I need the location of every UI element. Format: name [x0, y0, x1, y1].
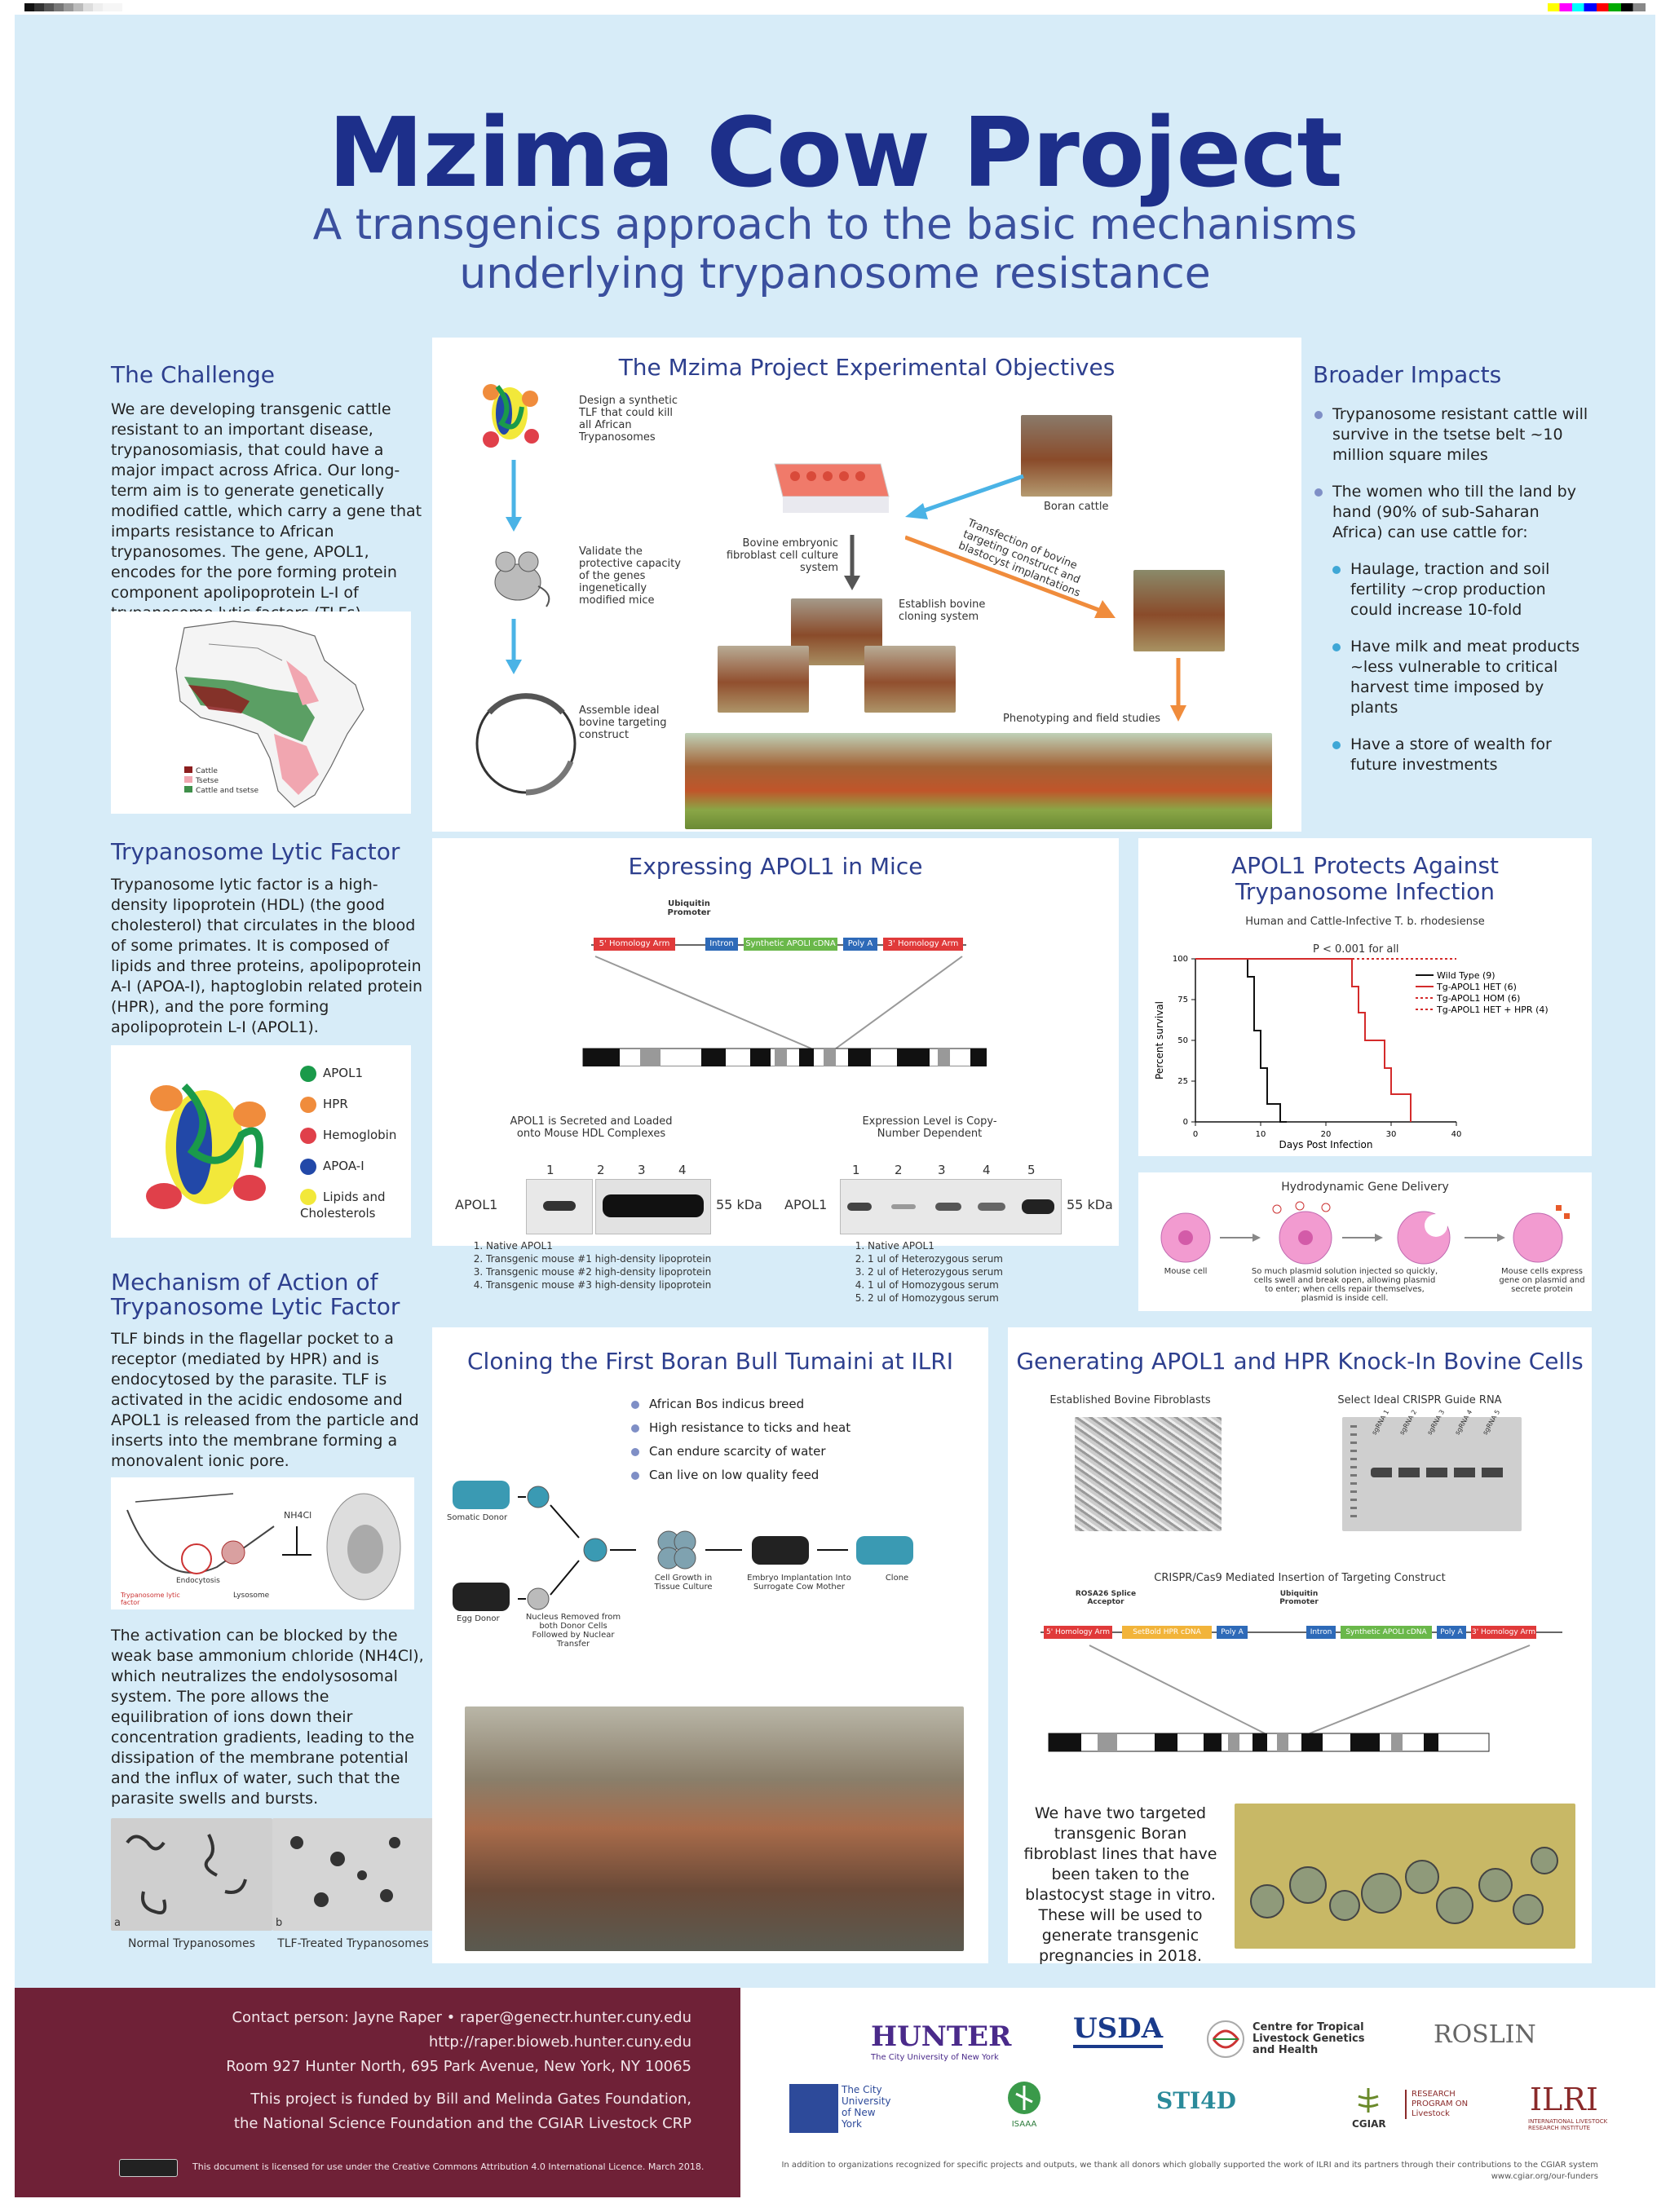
- nucleus-removed-label: Nucleus Removed from both Donor Cells Followed by Nuclear Transfer: [525, 1613, 621, 1649]
- blot2-lanes: [840, 1179, 1062, 1234]
- survival-series-line: [1195, 959, 1411, 1122]
- endocytosis-diagram: [111, 1477, 414, 1609]
- blot1-apol1-label: APOL1: [455, 1197, 498, 1212]
- isaaa-logo-icon: [1000, 2077, 1049, 2118]
- legend-dot: [300, 1097, 316, 1113]
- objectives-heading: The Mzima Project Experimental Objectives: [618, 354, 1116, 381]
- hydro-caption-2: So much plasmid solution injected so quickly, cells swell and break open, allowing plasmid to enter; when cells repair themselves, plasmid is inside cell.: [1251, 1267, 1438, 1303]
- objective-step-2: Validate the protective capacity of the genes ingenetically modified mice: [579, 545, 681, 607]
- cloning-panel: [432, 1327, 988, 1963]
- hydro-caption-3: Mouse cells express gene on plasmid and secrete protein: [1499, 1267, 1585, 1294]
- left-arrow-icon: [905, 472, 1027, 521]
- footer: [15, 1988, 1655, 2197]
- livestock-crp-logo: RESEARCH PROGRAM ON Livestock: [1405, 2090, 1485, 2119]
- field-cattle-photo: [1133, 570, 1225, 651]
- ilri-logo-subtitle: INTERNATIONAL LIVESTOCK RESEARCH INSTITUTE: [1528, 2118, 1608, 2131]
- blastocysts-graphic: [1235, 1804, 1575, 1949]
- knockin-panel: Generating APOL1 and HPR Knock-In Bovine Cells Established Bovine Fibroblasts Select Ideal CRISPR Guide RNA sgRNA 1 sgRNA 2 sgRNA 3 sgRNA 4 sgRNA 5 CRISPR/Cas9 Mediated Insertion of Targeting Construct ROSA26 Splice Acceptor Ubiquitin Promoter 5' Homology Arm SetBold HPR cDNA Poly A Intron Synthetic APOLI cDNA Poly A 3' Homology Arm We have two targeted transgenic Boran fibroblast lines that have been taken to the blastocyst stage in vitro. These will be used to generate transgenic pregnancies in 2018.: [1008, 1327, 1592, 1963]
- cuny-logo: The City University of New York: [842, 2084, 891, 2130]
- impacts-subitem: Have a store of wealth for future investments: [1331, 735, 1590, 775]
- x-axis-label: Days Post Infection: [1279, 1139, 1373, 1150]
- gene-poly-a: Poly A: [1217, 1626, 1248, 1639]
- hunter-logo: HUNTER: [871, 2020, 1012, 2053]
- challenge-heading: The Challenge: [111, 361, 275, 388]
- moa-text-1: TLF binds in the flagellar pocket to a receptor (mediated by HPR) and is endocytosed by the parasite. TLF is activated in the acidic endosome and APOL1 is released from the particle and inserts into the membrane forming a monovalent ionic pore.: [111, 1330, 419, 1470]
- color-calibration-strip: [1548, 3, 1646, 11]
- impacts-subitem: Have milk and meat products ~less vulnerable to critical harvest time imposed by plants: [1331, 637, 1590, 718]
- blot2-legend-item: 4. 1 ul of Homozygous serum: [868, 1278, 1003, 1291]
- y-tick-label: 100: [1172, 955, 1188, 964]
- boran-cattle-label: Boran cattle: [1044, 501, 1109, 513]
- y-tick-label: 50: [1177, 1036, 1188, 1045]
- grayscale-calibration-strip: [24, 3, 122, 11]
- y-tick-label: 0: [1182, 1118, 1188, 1127]
- cloning-bullet: Can live on low quality feed: [630, 1465, 850, 1486]
- moa-heading: [111, 1270, 431, 1319]
- moa-text-2: The activation can be blocked by the weak base ammonium chloride (NH4Cl), which neutralizes the endolysosomal system. The pore allows the equilibration of ions down their concentration gradients, leading to the dissipation of the membrane potential and the influx of water, such that the parasite swells and bursts.: [111, 1627, 424, 1808]
- down-arrow-icon: [844, 535, 860, 592]
- blot2-apol1-label: APOL1: [784, 1197, 828, 1212]
- tlf-diagram: [111, 1045, 411, 1238]
- impacts-section: [1313, 361, 1590, 792]
- poster-subtitle: [15, 201, 1655, 298]
- usda-logo: USDA: [1073, 2012, 1163, 2048]
- gene-3-homology-arm: 3' Homology Arm: [883, 938, 963, 951]
- blot2-legend-item: 3. 2 ul of Heterozygous serum: [868, 1265, 1003, 1278]
- fibroblast-title: Established Bovine Fibroblasts: [1049, 1394, 1211, 1406]
- protects-heading: [1138, 853, 1592, 905]
- gene-5-homology-arm: 5' Homology Arm: [1044, 1626, 1112, 1639]
- blot1-legend-item: 2. Transgenic mouse #1 high-density lipoprotein: [486, 1252, 711, 1265]
- x-tick-label: 0: [1192, 1130, 1199, 1139]
- ilri-logo: ILRI: [1530, 2082, 1598, 2117]
- funding-line-2: the National Science Foundation and the CGIAR Livestock CRP: [233, 2115, 691, 2132]
- fibroblast-label: Bovine embryonic fibroblast cell culture system: [726, 537, 838, 574]
- clone-label: Clone: [885, 1574, 909, 1583]
- y-tick-label: 25: [1177, 1077, 1188, 1086]
- survival-chart: [1146, 934, 1587, 1153]
- down-arrow-icon: [506, 619, 522, 676]
- contact-block: [15, 1988, 740, 2197]
- creative-commons-icon: [119, 2159, 178, 2177]
- p-value-label: P < 0.001 for all: [1313, 943, 1399, 956]
- mice-heading: Expressing APOL1 in Mice: [628, 853, 923, 880]
- cloning-bullet: Can endure scarcity of water: [630, 1442, 850, 1462]
- impacts-item: The women who till the land by hand (90% of sub-Saharan Africa) can use cattle for:: [1313, 482, 1590, 543]
- nh4cl-label: NH4Cl: [284, 1510, 312, 1521]
- herd-photo: [685, 733, 1272, 829]
- treated-caption: TLF-Treated Trypanosomes: [277, 1937, 429, 1950]
- cloning-bullet: High resistance to ticks and heat: [630, 1418, 850, 1438]
- blot1-title: APOL1 is Secreted and Loaded onto Mouse HDL Complexes: [510, 1115, 673, 1140]
- normal-trypanosomes-photo: [111, 1818, 272, 1931]
- blot2-legend-list: [846, 1239, 1003, 1305]
- phenotyping-label: Phenotyping and field studies: [1003, 713, 1161, 725]
- tlf-molecule-icon: [473, 374, 546, 448]
- cloning-system-label: Establish bovine cloning system: [899, 598, 986, 623]
- blot1-lane-native: [526, 1179, 593, 1234]
- protects-heading-line-2: Trypanosome Infection: [1235, 878, 1495, 905]
- challenge-text: We are developing transgenic cattle resistant to an important disease, trypanosomiasis, that could have a major impact across Africa. Our long-term aim is to generate genetically modified cattle, which carry a gene that imparts resistance to African trypanosomes. The gene, APOL1, encodes for the pore forming protein component apolipoprotein L-I of: [111, 400, 422, 602]
- map-legend-item: Cattle and tsetse: [184, 786, 258, 796]
- blot2-legend-item: 5. 2 ul of Homozygous serum: [868, 1291, 1003, 1305]
- legend-dot: [300, 1159, 316, 1175]
- tlf-text: Trypanosome lytic factor is a high-density lipoprotein (HDL) (the good cholesterol) that circulates in the blood of some primates. It is composed of lipids and three proteins, apolipoprotein A-I (APOA-I), haptoglobin related protein (HPR), and the pore forming apolipoprotein L-I (APOL1).: [111, 876, 423, 1036]
- tlf-legend-item: APOA-I: [300, 1158, 396, 1174]
- sti4d-logo: STI4D: [1156, 2087, 1236, 2114]
- thanks-text: In addition to organizations recognized for specific projects and outputs, we thank all donors which globally supported the work of ILRI and its partners through their contributions to the CGIAR system: [781, 2161, 1598, 2170]
- blot2-legend-item: 1. Native APOL1: [868, 1239, 1003, 1252]
- registration-bar: [0, 0, 1670, 15]
- rosa26-label: ROSA26 Splice Acceptor: [1075, 1590, 1137, 1606]
- moa-heading-line-1: Mechanism of Action of: [111, 1269, 378, 1296]
- legend-label: Wild Type (9): [1437, 970, 1495, 981]
- boran-cattle-photo: [1021, 415, 1112, 497]
- gene-poly-a: Poly A: [1437, 1626, 1466, 1639]
- lysosome-label: Lysosome: [233, 1592, 270, 1600]
- cattle-photo: [864, 646, 956, 713]
- blot1-legend-list: [465, 1239, 711, 1291]
- y-tick-label: 75: [1177, 996, 1188, 1004]
- tumaini-photo: [465, 1706, 964, 1951]
- gene-intron: Intron: [1306, 1626, 1336, 1639]
- gene-intron: Intron: [705, 938, 738, 951]
- ctlgh-logo: Centre for Tropical Livestock Genetics and Health: [1252, 2021, 1365, 2056]
- moa-section: [111, 1270, 431, 1472]
- y-axis-label: Percent survival: [1154, 1001, 1165, 1080]
- moa-heading-line-2: Trypanosome Lytic Factor: [111, 1293, 400, 1320]
- hydro-heading: Hydrodynamic Gene Delivery: [1281, 1181, 1449, 1194]
- cell-culture-plate-icon: [767, 448, 897, 529]
- mouse-icon: [481, 537, 554, 611]
- down-arrow-icon: [506, 460, 522, 533]
- tlf-legend-item: Hemoglobin: [300, 1127, 396, 1143]
- blot1-legend-item: 3. Transgenic mouse #2 high-density lipoprotein: [486, 1265, 711, 1278]
- tlf-legend-item: Lipids and Cholesterols: [300, 1190, 386, 1221]
- blot2-title: Expression Level is Copy-Number Dependent: [862, 1115, 997, 1140]
- chromosome-diagram: [579, 952, 987, 1066]
- africa-map: [111, 612, 411, 814]
- somatic-donor-label: Somatic Donor: [447, 1513, 508, 1522]
- map-legend: [184, 766, 258, 796]
- impacts-list: [1313, 404, 1590, 775]
- x-tick-label: 30: [1385, 1130, 1397, 1139]
- challenge-section: [111, 361, 431, 624]
- cell-growth-label: Cell Growth in Tissue Culture: [654, 1574, 713, 1592]
- ubiquitin-promoter-label: Ubiquitin Promoter: [667, 899, 711, 917]
- contact-address: Room 927 Hunter North, 695 Park Avenue, New York, NY 10065: [226, 2058, 691, 2075]
- hydro-diagram: [1155, 1201, 1579, 1266]
- subtitle-line-1: A transgenics approach to the basic mechanisms: [312, 201, 1358, 249]
- legend-dot: [300, 1128, 316, 1144]
- cuny-logo-mark: [789, 2084, 838, 2133]
- survival-series-line: [1195, 959, 1287, 1122]
- x-tick-label: 20: [1320, 1130, 1332, 1139]
- impacts-item: Trypanosome resistant cattle will survive in the tsetse belt ~10 million square miles: [1313, 404, 1590, 466]
- contact-url[interactable]: http://raper.bioweb.hunter.cuny.edu: [428, 2033, 691, 2051]
- tlf-heading: Trypanosome Lytic Factor: [111, 838, 400, 865]
- hydro-panel: [1138, 1172, 1592, 1311]
- tlf-legend-item: HPR: [300, 1096, 396, 1112]
- hydro-caption-1: Mouse cell: [1164, 1267, 1208, 1276]
- moa-diagram: [111, 1477, 414, 1609]
- gene-3-homology-arm: 3' Homology Arm: [1471, 1626, 1536, 1639]
- tlf-treated-trypanosomes-photo: [272, 1818, 434, 1931]
- normal-caption: Normal Trypanosomes: [128, 1937, 255, 1950]
- blot2-legend-item: 2. 1 ul of Heterozygous serum: [868, 1252, 1003, 1265]
- cgiar-logo-icon: [1352, 2084, 1385, 2117]
- cloning-diagram: [448, 1472, 987, 1611]
- protects-heading-line-1: APOL1 Protects Against: [1230, 852, 1500, 879]
- plasmid-map-icon: [465, 680, 579, 810]
- contact-line: Contact person: Jayne Raper • raper@genectr.hunter.cuny.edu: [232, 2009, 691, 2026]
- tlf-section: [111, 838, 431, 1038]
- protects-subheading: Human and Cattle-Infective T. b. rhodesiense: [1245, 916, 1485, 928]
- photo-b-label: b: [276, 1917, 283, 1929]
- egg-donor-label: Egg Donor: [457, 1614, 500, 1623]
- trypanosomes-graphic: [111, 1818, 272, 1931]
- objectives-panel: [432, 338, 1301, 832]
- endocytosis-label: Endocytosis: [176, 1577, 220, 1585]
- hunter-logo-subtitle: The City University of New York: [871, 2053, 999, 2062]
- map-legend-item: Tsetse: [184, 776, 258, 786]
- cgiar-logo: CGIAR: [1352, 2118, 1386, 2130]
- knockin-chromosome-diagram: [1040, 1641, 1562, 1755]
- cattle-photo: [718, 646, 809, 713]
- crispr-construct-title: CRISPR/Cas9 Mediated Insertion of Targeting Construct: [1154, 1572, 1446, 1584]
- gene-poly-a: Poly A: [843, 938, 877, 951]
- legend-dot: [300, 1066, 316, 1082]
- blastocyst-photo: [1235, 1804, 1575, 1949]
- transfection-label: Transfection of bovine targeting construct and blastocyst implantations: [956, 517, 1082, 600]
- subtitle-line-2: underlying trypanosome resistance: [459, 249, 1211, 298]
- tlf-legend-item: APOL1: [300, 1065, 396, 1081]
- blot2-kda: 55 kDa: [1067, 1197, 1113, 1212]
- x-tick-label: 10: [1255, 1130, 1266, 1139]
- gene-apol1-cdna: Synthetic APOLI cDNA: [744, 938, 837, 951]
- x-tick-label: 40: [1451, 1130, 1462, 1139]
- embryo-implant-label: Embryo Implantation Into Surrogate Cow Mother: [747, 1574, 851, 1592]
- ctlgh-logo-icon: [1205, 2019, 1246, 2060]
- objective-step-3: Assemble ideal bovine targeting construct: [579, 704, 667, 741]
- map-legend-item: Cattle: [184, 766, 258, 776]
- crispr-guide-title: Select Ideal CRISPR Guide RNA: [1337, 1394, 1502, 1406]
- photo-a-label: a: [114, 1917, 121, 1929]
- tlf-particle-icon: [127, 1062, 282, 1225]
- tlf-diagram-label: Trypanosome lytic factor: [121, 1592, 180, 1606]
- cloning-heading: Cloning the First Boran Bull Tumaini at ILRI: [467, 1348, 953, 1375]
- roslin-logo: ROSLIN: [1434, 2020, 1536, 2049]
- mice-panel: Expressing APOL1 in Mice Ubiquitin Promoter 5' Homology Arm Intron Synthetic APOLI cDNA Poly A 3' Homology Arm APOL1 is Secreted and Loaded onto Mouse HDL Complexes Expression Level is Copy-Number Dependent 1 2 3 4 APOL1 55 kDa 1 2 3 4 5 APOL1 55 kDa 1. Native APOL1 2. Transgenic mouse #1 high-density lipoprotein 3. Transgenic mouse #2 high-density lipoprotein 4. Transgenic mouse #3 high-density lipoprotein 1. Native APOL1 2. 1 ul of Heterozygous serum 3. 2 ul of Heterozygous serum 4. 1 ul of Homozygous serum 5. 2 ul of Homozygous serum: [432, 838, 1119, 1246]
- legend-label: Tg-APOL1 HET (6): [1437, 982, 1517, 992]
- gene-hpr-cdna: SetBold HPR cDNA: [1122, 1626, 1212, 1639]
- knockin-text: We have two targeted transgenic Boran fibroblast lines that have been taken to the blastocyst stage in vitro. These will be used to generate transgenic pregnancies in 2018.: [1023, 1804, 1217, 1965]
- poster-title: Mzima Cow Project: [328, 96, 1342, 209]
- legend-dot: [300, 1189, 316, 1205]
- blot1-kda: 55 kDa: [716, 1197, 762, 1212]
- gene-5-homology-arm: 5' Homology Arm: [594, 938, 675, 951]
- poster: [15, 15, 1655, 2197]
- impacts-subitem: Haulage, traction and soil fertility ~crop production could increase 10-fold: [1331, 559, 1590, 620]
- gene-apol1-cdna: Synthetic APOLI cDNA: [1341, 1626, 1432, 1639]
- objective-step-1: Design a synthetic TLF that could kill all African Trypanosomes: [579, 395, 678, 444]
- legend-label: Tg-APOL1 HOM (6): [1437, 993, 1521, 1004]
- funding-line-1: This project is funded by Bill and Melinda Gates Foundation,: [250, 2091, 691, 2108]
- africa-map-graphic: [111, 612, 411, 814]
- cloning-bullet: African Bos indicus breed: [630, 1394, 850, 1415]
- protects-panel: [1138, 838, 1592, 1156]
- blot1-legend-item: 4. Transgenic mouse #3 high-density lipoprotein: [486, 1278, 711, 1291]
- impacts-heading: Broader Impacts: [1313, 361, 1502, 388]
- blot1-lanes-transgenic: [595, 1179, 711, 1234]
- down-arrow-icon: [1170, 658, 1186, 723]
- legend-label: Tg-APOL1 HET + HPR (4): [1437, 1004, 1549, 1015]
- license-text: This document is licensed for use under the Creative Commons Attribution 4.0 International Licence. March 2018.: [192, 2161, 705, 2172]
- swollen-trypanosomes-graphic: [272, 1818, 434, 1931]
- isaaa-logo: ISAAA: [1011, 2120, 1037, 2129]
- fibroblast-photo: [1075, 1417, 1222, 1531]
- knockin-heading: Generating APOL1 and HPR Knock-In Bovine Cells: [1016, 1348, 1584, 1375]
- blot1-legend-item: 1. Native APOL1: [486, 1239, 711, 1252]
- tlf-legend: [300, 1065, 396, 1233]
- funders-url[interactable]: www.cgiar.org/our-funders: [1491, 2172, 1598, 2181]
- knockin-promoter-label: Ubiquitin Promoter: [1279, 1590, 1319, 1606]
